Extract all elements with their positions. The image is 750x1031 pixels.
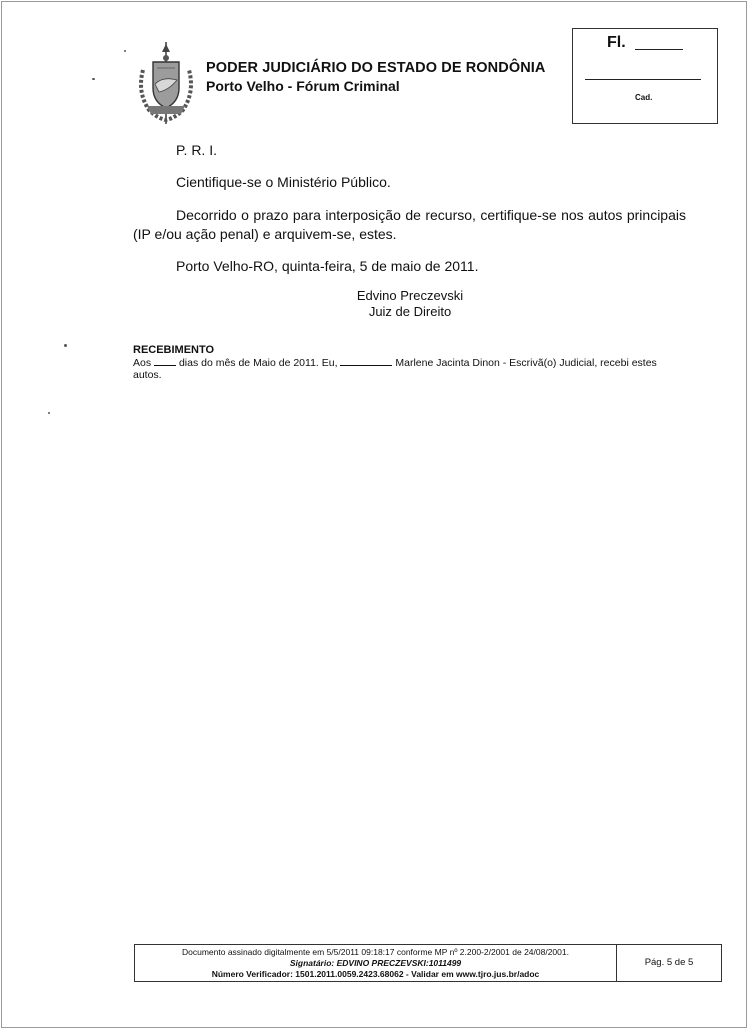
- cad-signature-line: [585, 79, 701, 80]
- folio-box: [572, 28, 718, 124]
- judge-role: Juiz de Direito: [368, 304, 452, 319]
- pri-line: P. R. I.: [176, 142, 217, 158]
- receipt-text-part3: Marlene Jacinta Dinon - Escrivã(o) Judicial, recebi estes autos.: [133, 357, 657, 381]
- day-blank: [154, 356, 176, 366]
- scan-speck: [124, 50, 126, 52]
- notify-line: Cientifique-se o Ministério Público.: [176, 174, 391, 190]
- digital-signature-footer: [134, 944, 722, 982]
- scan-speck: [48, 412, 50, 414]
- judge-name: Edvino Preczevski: [356, 288, 464, 303]
- receipt-text-part2: dias do mês de Maio de 2011. Eu,: [178, 357, 338, 369]
- cad-label: Cad.: [635, 93, 653, 102]
- clerk-signature-blank: [340, 356, 392, 366]
- footer-verifier-line: Número Verificador: 1501.2011.0059.2423.68062 - Validar em www.tjro.jus.br/adoc: [211, 969, 540, 979]
- folio-number-line: [635, 49, 683, 50]
- footer-main: [135, 945, 617, 981]
- scan-speck: [92, 78, 95, 80]
- scan-speck: [64, 344, 67, 347]
- receipt-text: [133, 356, 673, 381]
- footer-signer-line: Signatário: EDVINO PRECZEVSKI:1011499: [289, 958, 462, 968]
- folio-label: Fl.: [607, 34, 626, 51]
- signature-block: [310, 288, 510, 320]
- date-line: Porto Velho-RO, quinta-feira, 5 de maio de 2011.: [176, 258, 479, 274]
- court-title: PODER JUDICIÁRIO DO ESTADO DE RONDÔNIA: [206, 60, 546, 76]
- page-number: Pág. 5 de 5: [644, 957, 694, 968]
- receipt-text-part1: Aos: [133, 357, 152, 369]
- footer-signed-line: Documento assinado digitalmente em 5/5/2011 09:18:17 conforme MP nº 2.200-2/2001 de 24/08/2001.: [182, 947, 569, 957]
- order-paragraph: Decorrido o prazo para interposição de recurso, certifique-se nos autos principais (IP e/ou ação penal) e arquivem-se, estes.: [133, 207, 686, 242]
- page-border: [1, 1, 747, 1028]
- receipt-title: RECEBIMENTO: [133, 344, 215, 356]
- coat-of-arms-icon: [133, 40, 199, 126]
- court-subtitle: Porto Velho - Fórum Criminal: [206, 78, 400, 94]
